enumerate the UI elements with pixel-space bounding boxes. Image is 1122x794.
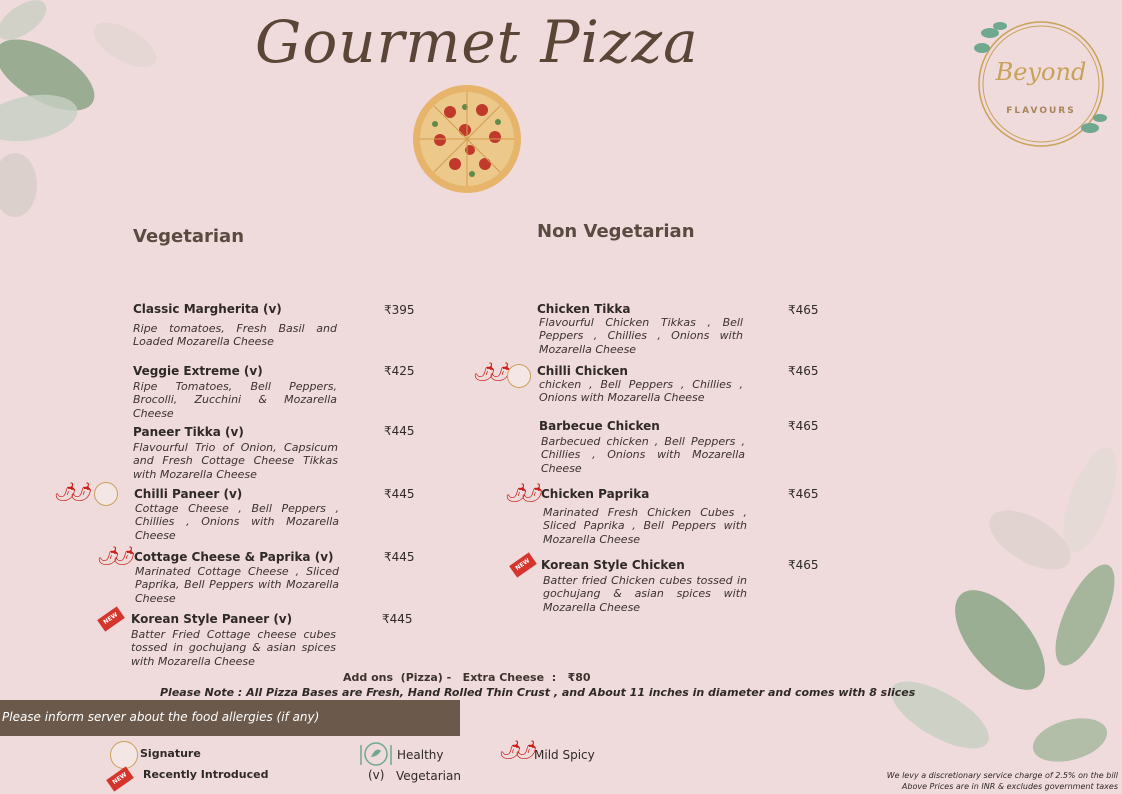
veg-item-name: Classic Margherita (v) — [133, 302, 282, 316]
logo-script: Beyond — [995, 58, 1087, 86]
veg-item-price: ₹445 — [384, 487, 415, 501]
chili-icon: 🌶🌶 — [97, 546, 129, 567]
new-tag-icon: NEW — [106, 766, 134, 791]
veg-item-name: Korean Style Paneer (v) — [131, 612, 293, 626]
veg-item-name: Veggie Extreme (v) — [133, 364, 263, 378]
veg-item-desc: Flavourful Trio of Onion, Capsicum and Fresh Cottage Cheese Tikkas with Mozarella Cheese — [133, 441, 338, 481]
nonveg-item-price: ₹465 — [788, 487, 819, 501]
allergy-text: Please inform server about the food allergies (if any) — [2, 710, 320, 724]
nonveg-item-desc: Marinated Fresh Chicken Cubes , Sliced Paprika , Bell Peppers with Mozarella Cheese — [543, 506, 747, 546]
legend-signature: Signature — [140, 747, 201, 760]
veg-item-name: Paneer Tikka (v) — [133, 425, 244, 439]
nonveg-item-desc: Flavourful Chicken Tikkas , Bell Peppers , Chillies , Onions with Mozarella Cheese — [539, 316, 743, 356]
signature-icon — [94, 482, 118, 506]
leaves-bottom-right — [850, 440, 1122, 794]
veg-item-desc: Cottage Cheese , Bell Peppers , Chillies , Onions with Mozarella Cheese — [135, 502, 339, 542]
veg-item-name: Chilli Paneer (v) — [134, 487, 243, 501]
nonveg-item-name: Chicken Paprika — [541, 487, 650, 501]
veg-item-desc: Batter Fried Cottage cheese cubes tossed in gochujang & asian spices with Mozarella Cheese — [131, 628, 336, 668]
nonveg-item-name: Chicken Tikka — [537, 302, 631, 316]
pizza-illustration — [410, 82, 525, 197]
nonveg-item-desc: chicken , Bell Peppers , Chillies , Onions with Mozarella Cheese — [539, 378, 743, 405]
veg-item-price: ₹425 — [384, 364, 415, 378]
veg-item-price: ₹445 — [382, 612, 413, 626]
legend-healthy: Healthy — [397, 748, 444, 762]
nonveg-item-price: ₹465 — [788, 303, 819, 317]
vegetarian-heading: Vegetarian — [133, 226, 245, 247]
service-charge-note: We levy a discretionary service charge of 2.5% on the bill — [886, 771, 1118, 780]
chili-icon: 🌶🌶 — [505, 483, 537, 504]
veg-item-desc: Ripe Tomatoes, Bell Peppers, Brocolli, Zucchini & Mozarella Cheese — [133, 380, 337, 420]
leaves-top-left — [0, 0, 180, 230]
chili-icon: 🌶🌶 — [499, 740, 531, 761]
legend-recent: Recently Introduced — [143, 768, 269, 781]
signature-icon — [507, 364, 531, 388]
nonveg-item-desc: Barbecued chicken , Bell Peppers , Chillies , Onions with Mozarella Cheese — [541, 435, 745, 475]
note-text: Please Note : All Pizza Bases are Fresh, Hand Rolled Thin Crust , and About 11 inches in diameter and comes with 8 slices — [160, 686, 916, 699]
veg-item-name: Cottage Cheese & Paprika (v) — [134, 550, 334, 564]
veg-item-desc: Ripe tomatoes, Fresh Basil and Loaded Mozarella Cheese — [133, 322, 337, 349]
addons-text: Add ons (Pizza) - Extra Cheese : ₹80 — [343, 671, 591, 684]
logo-word: FLAVOURS — [1006, 106, 1076, 116]
nonveg-item-name: Chilli Chicken — [537, 364, 628, 378]
legend-veg: Vegetarian — [396, 769, 461, 783]
nonveg-item-price: ₹465 — [788, 419, 819, 433]
nonveg-item-name: Barbecue Chicken — [539, 419, 660, 433]
brand-logo — [972, 18, 1110, 150]
page-title: Gourmet Pizza — [255, 8, 699, 76]
nonveg-item-name: Korean Style Chicken — [541, 558, 685, 572]
nonveg-heading: Non Vegetarian — [537, 221, 695, 242]
chili-icon: 🌶🌶 — [54, 482, 86, 503]
signature-icon — [110, 741, 138, 769]
veg-item-price: ₹445 — [384, 424, 415, 438]
nonveg-item-price: ₹465 — [788, 558, 819, 572]
new-tag-icon: NEW — [509, 552, 537, 577]
price-note: Above Prices are in INR & excludes government taxes — [901, 782, 1118, 791]
veg-item-price: ₹445 — [384, 550, 415, 564]
legend-veg-symbol: (v) — [368, 768, 385, 782]
healthy-icon — [359, 741, 393, 767]
nonveg-item-price: ₹465 — [788, 364, 819, 378]
veg-item-desc: Marinated Cottage Cheese , Sliced Paprika, Bell Peppers with Mozarella Cheese — [135, 565, 339, 605]
nonveg-item-desc: Batter fried Chicken cubes tossed in gochujang & asian spices with Mozarella Cheese — [543, 574, 747, 614]
legend-spicy: Mild Spicy — [534, 748, 595, 762]
veg-item-price: ₹395 — [384, 303, 415, 317]
new-tag-icon: NEW — [97, 606, 125, 631]
chili-icon: 🌶🌶 — [473, 362, 505, 383]
